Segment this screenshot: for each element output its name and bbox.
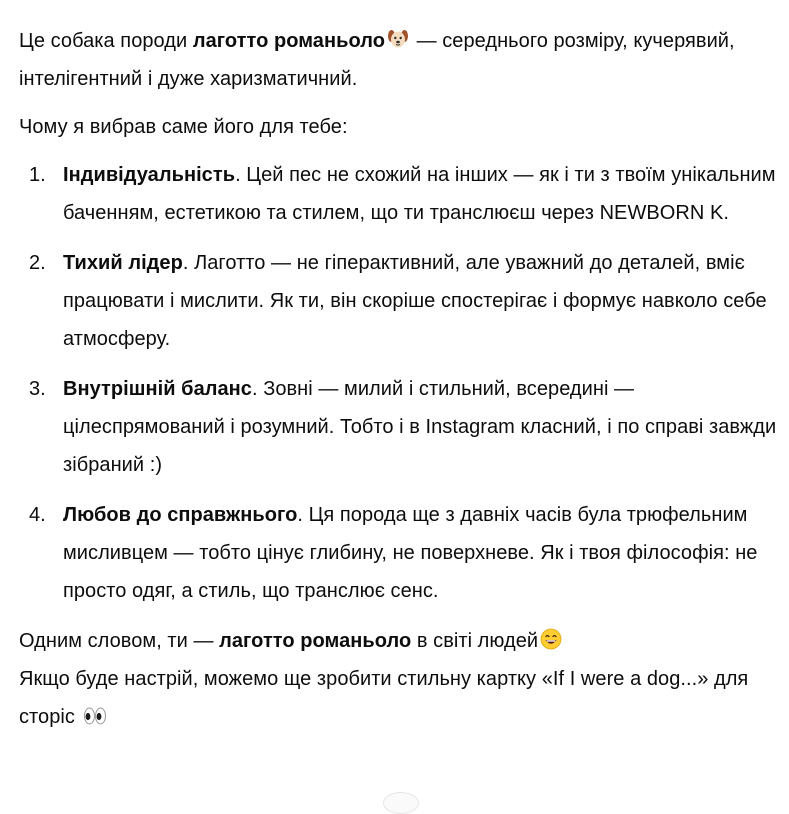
summary-breed: лаготто романьоло	[219, 630, 412, 652]
eyes-icon	[83, 706, 107, 726]
scroll-down-button[interactable]	[383, 792, 419, 814]
intro-prefix: Це собака породи	[19, 30, 193, 52]
intro-breed: лаготто романьоло	[192, 30, 385, 52]
list-number: 2.	[29, 252, 46, 274]
list-number: 3.	[29, 378, 46, 400]
dog-face-icon	[387, 28, 409, 50]
summary-suffix: в світі людей	[411, 630, 539, 652]
intro-suffix: — середнього розміру, кучерявий, інтелігентний і дуже харизматичний.	[19, 30, 735, 90]
offer-line	[19, 660, 779, 736]
list-number: 1.	[29, 164, 46, 186]
reason-text: . Цей пес не схожий на інших — як і ти з твоїм унікальним баченням, естетикою та стилем, що ти транслюєш через NEWBORN K.	[63, 164, 776, 224]
list-item	[19, 496, 779, 610]
reason-text: . Ця порода ще з давніх часів була трюфельним мисливцем — тобто цінує глибину, не поверхневе. Як і твоя філософія: не просто одяг, а стиль, що транслює сенс.	[63, 504, 758, 602]
reason-title: Тихий лідер	[63, 252, 183, 274]
list-item	[19, 370, 779, 484]
list-item	[19, 244, 779, 358]
list-item	[19, 156, 779, 232]
summary-prefix: Одним словом, ти —	[19, 630, 220, 652]
reason-title: Індивідуальність	[63, 164, 236, 186]
reasons-list	[19, 156, 779, 610]
assistant-message	[19, 22, 779, 736]
reason-title: Внутрішній баланс	[63, 378, 252, 400]
grinning-face-icon	[540, 628, 562, 650]
offer-text: Якщо буде настрій, можемо ще зробити стильну картку «If I were a dog...» для сторіс	[19, 668, 749, 728]
reason-text: . Зовні — милий і стильний, всередині — цілеспрямований і розумний. Тобто і в Instagram класний, і по справі завжди зібраний :)	[63, 378, 777, 476]
reason-text: . Лаготто — не гіперактивний, але уважний до деталей, вміє працювати і мислити. Як ти, він скоріше спостерігає і формує навколо себе атмосферу.	[63, 252, 767, 350]
list-number: 4.	[29, 504, 46, 526]
why-heading: Чому я вибрав саме його для тебе:	[19, 116, 348, 138]
summary-line	[19, 622, 779, 660]
reason-title: Любов до справжнього	[63, 504, 298, 526]
intro-paragraph	[19, 22, 779, 98]
